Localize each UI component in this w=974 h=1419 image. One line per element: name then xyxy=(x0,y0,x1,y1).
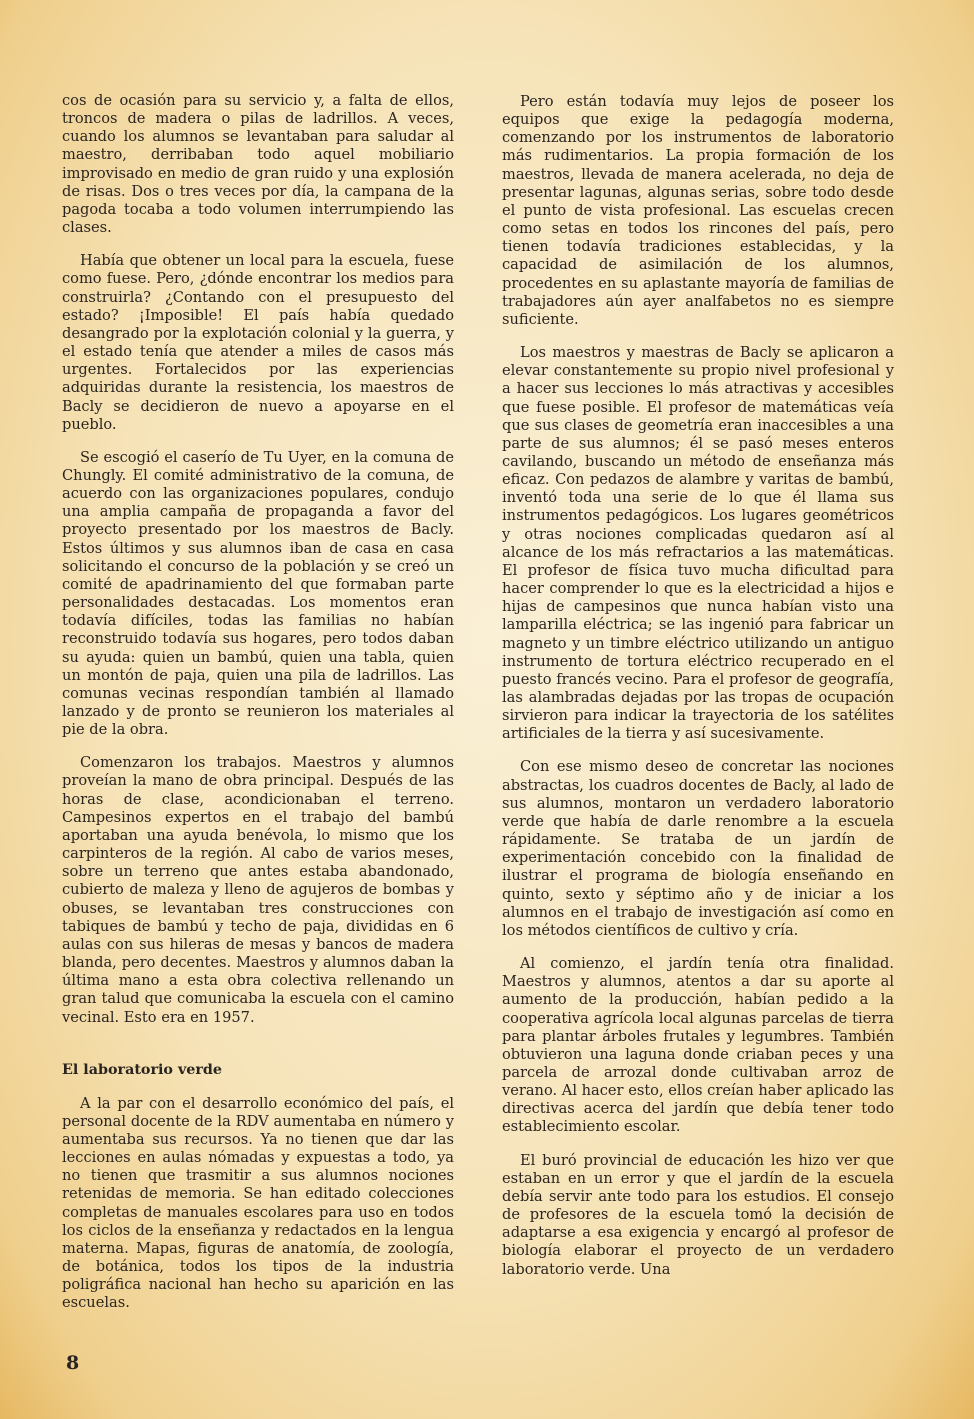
paragraph: Había que obtener un local para la escuela, fuese como fuese. Pero, ¿dónde encontrar los medios para construirla? ¿Contando con el presupuesto del estado? ¡Imposible! El país había quedado desangrado por la explotación colonial y la guerra, y el estado tenía que atender a miles de casos más urgentes. Fortalecidos por las experiencias adquiridas durante la resistencia, los maestros de Bacly se decidieron de nuevo a apoyarse en el pueblo. xyxy=(62,252,454,433)
paragraph: Se escogió el caserío de Tu Uyer, en la comuna de Chungly. El comité administrativo de la comuna, de acuerdo con las organizaciones populares, condujo una amplia campaña de propaganda a favor del proyecto presentado por los maestros de Bacly. Estos últimos y sus alumnos iban de casa en casa solicitando el concurso de la población y se creó un comité de apadrinamiento del que formaban parte personalidades destacadas. Los momentos eran todavía difíciles, todas las familias no habían reconstruido todavía sus hogares, pero todos daban su ayuda: quien un bambú, quien una tabla, quien un montón de paja, quien una pila de ladrillos. Las comunas vecinas respondían también al llamado lanzado y de pronto se reunieron los materiales al pie de la obra. xyxy=(62,448,454,739)
paragraph: Con ese mismo deseo de concretar las nociones abstractas, los cuadros docentes de Bacly, al lado de sus alumnos, montaron un verdadero laboratorio verde que había de darle renombre a la escuela rápidamente. Se trataba de un jardín de experimentación concebido con la finalidad de ilustrar el programa de biología enseñando en quinto, sexto y séptimo año y de iniciar a los alumnos en el trabajo de investigación así como en los métodos científicos de cultivo y cría. xyxy=(502,758,894,939)
right-column xyxy=(502,93,894,1294)
paragraph: Comenzaron los trabajos. Maestros y alumnos proveían la mano de obra principal. Después de las horas de clase, acondicionaban el terreno. Campesinos expertos en el trabajo del bambú aportaban una ayuda benévola, lo mismo que los carpinteros de la región. Al cabo de varios meses, sobre un terreno que antes estaba abandonado, cubierto de maleza y lleno de agujeros de bombas y obuses, se levantaban tres construcciones con tabiques de bambú y techo de paja, divididas en 6 aulas con sus hileras de mesas y bancos de madera blanda, pero decentes. Maestros y alumnos daban la última mano a esta obra colectiva rellenando un gran talud que comunicaba la escuela con el camino vecinal. Esto era en 1957. xyxy=(62,754,454,1026)
paragraph: Pero están todavía muy lejos de poseer los equipos que exige la pedagogía moderna, comenzando por los instrumentos de laboratorio más rudimentarios. La propia formación de los maestros, llevada de manera acelerada, no deja de presentar lagunas, algunas serias, sobre todo desde el punto de vista profesional. Las escuelas crecen como setas en todos los rincones del país, pero tienen todavía tradiciones establecidas, y la capacidad de asimilación de los alumnos, procedentes en su aplastante mayoría de familias de trabajadores aún ayer analfabetos no es siempre suficiente. xyxy=(502,93,894,328)
section-heading: El laboratorio verde xyxy=(62,1061,222,1078)
page-number: 8 xyxy=(66,1352,80,1374)
paragraph: El buró provincial de educación les hizo ver que estaban en un error y que el jardín de la escuela debía servir ante todo para los estudios. El consejo de profesores de la escuela tomó la decisión de adaptarse a esa exigencia y encargó al profesor de biología elaborar el proyecto de un verdadero laboratorio verde. Una xyxy=(502,1151,894,1278)
paragraph: Al comienzo, el jardín tenía otra finalidad. Maestros y alumnos, atentos a dar su aporte al aumento de la producción, habían pedido a la cooperativa agrícola local algunas parcelas de tierra para plantar árboles frutales y legumbres. También obtuvieron una laguna donde criaban peces y una parcela de arrozal donde cultivaban arroz de verano. Al hacer esto, ellos creían haber aplicado las directivas acerca del jardín que debía tener todo establecimiento escolar. xyxy=(502,955,894,1136)
paragraph: cos de ocasión para su servicio y, a falta de ellos, troncos de madera o pilas de ladrillos. A veces, cuando los alumnos se levantaban para saludar al maestro, derribaban todo aquel mobiliario improvisado en medio de gran ruido y una explosión de risas. Dos o tres veces por día, la campana de la pagoda tocaba a todo volumen interrumpiendo las clases. xyxy=(62,92,454,237)
left-column xyxy=(62,92,454,1328)
paragraph: A la par con el desarrollo económico del país, el personal docente de la RDV aumentaba en número y aumentaba sus recursos. Ya no tienen que dar las lecciones en aulas nómadas y expuestas a todo, ya no tienen que trasmitir a sus alumnos nociones retenidas de memoria. Se han editado colecciones completas de manuales escolares para uso en todos los ciclos de la enseñanza y redactados en la lengua materna. Mapas, figuras de anatomía, de zoología, de botánica, todos los tipos de la industria poligráfica nacional han hecho su aparición en las escuelas. xyxy=(62,1094,454,1312)
paragraph: Los maestros y maestras de Bacly se aplicaron a elevar constantemente su propio nivel profesional y a hacer sus lecciones lo más atractivas y accesibles que fuese posible. El profesor de matemáticas veía que sus clases de geometría eran inaccesibles a una parte de sus alumnos; él se pasó meses enteros cavilando, buscando un método de enseñanza más eficaz. Con pedazos de alambre y varitas de bambú, inventó toda una serie de lo que él llama sus instrumentos pedagógicos. Los lugares geométricos y otras nociones complicadas quedaron así al alcance de los más refractarios a las matemáticas. El profesor de física tuvo mucha dificultad para hacer comprender lo que es la electricidad a hijos e hijas de campesinos que nunca habían visto una lamparilla eléctrica; se las ingenió para fabricar un magneto y un timbre eléctrico utilizando un antiguo instrumento de tortura eléctrico recuperado en el puesto francés vecino. Para el profesor de geografía, las alambradas dejadas por las tropas de ocupación sirvieron para indicar la trayectoria de los satélites artificiales de la tierra y así sucesivamente. xyxy=(502,344,894,743)
